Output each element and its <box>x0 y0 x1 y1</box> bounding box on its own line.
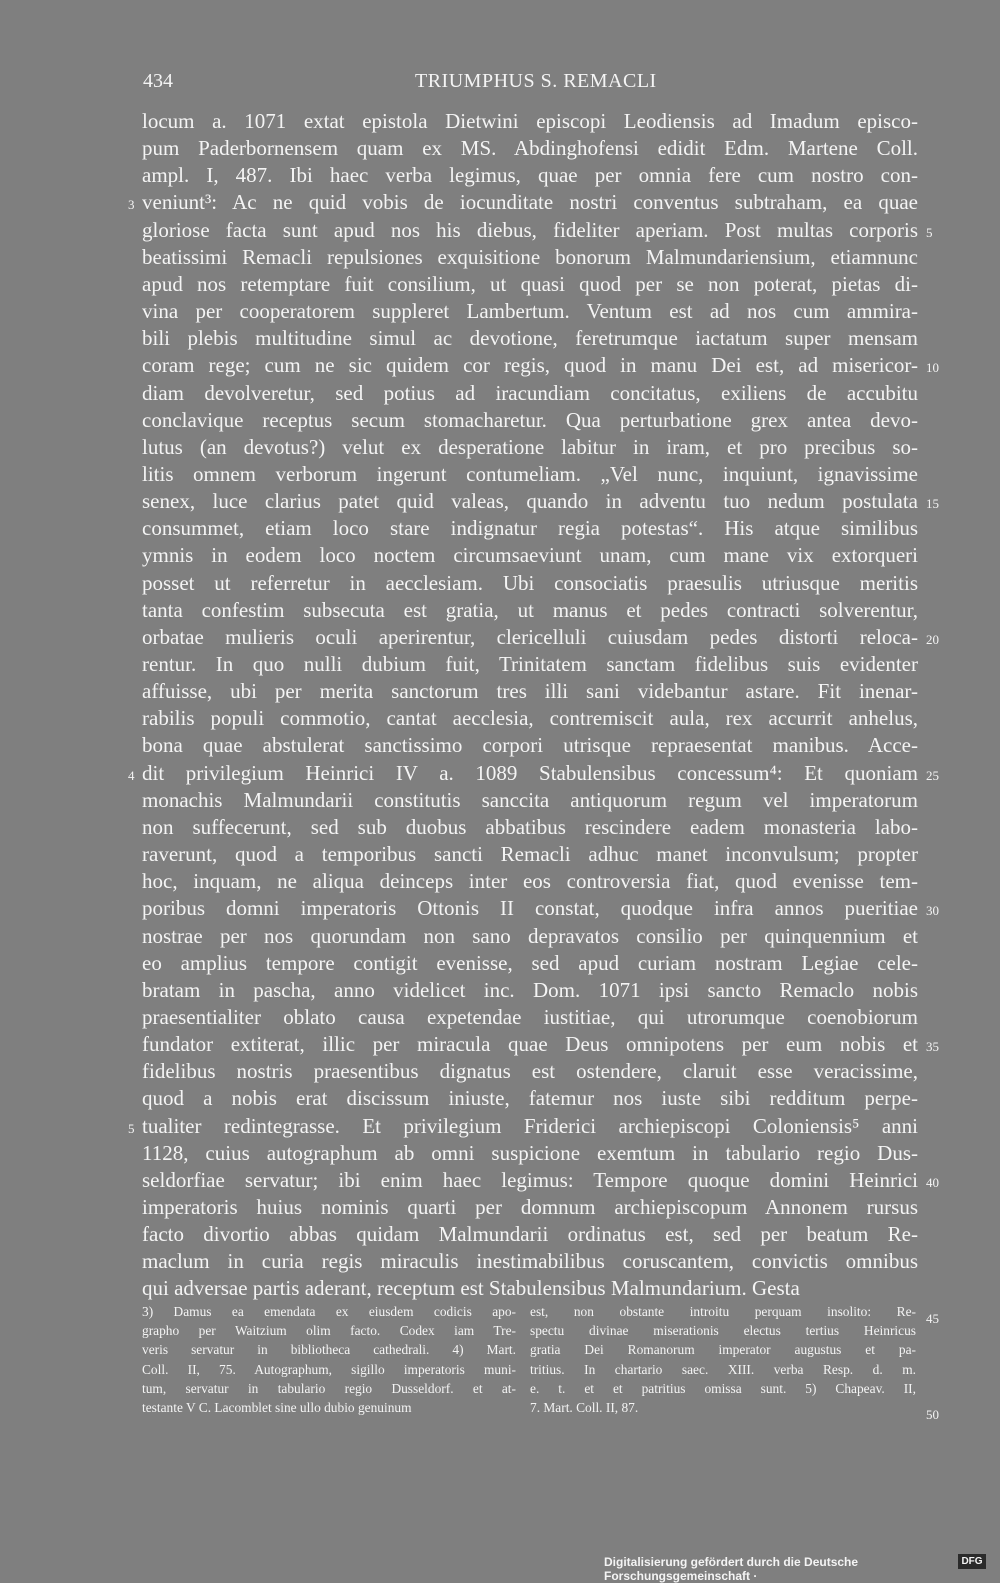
text-line: monachis Malmundarii constitutis sanccita antiquorum regum vel imperatorum <box>142 787 918 812</box>
text-line: tualiter redintegrasse. Et privilegium Friderici archiepiscopi Coloniensis⁵ anni <box>142 1113 918 1138</box>
text-line: gloriose facta sunt apud nos his diebus, fideliter aperiam. Post multas corporis <box>142 217 918 242</box>
text-line: fidelibus nostris praesentibus dignatus est ostendere, claruit esse veracissime, <box>142 1059 918 1084</box>
text-line: tanta confestim subsecuta est gratia, ut manus et pedes contracti solverentur, <box>142 597 918 622</box>
footnote-line: veris servatur in bibliotheca cathedrali. 4) Mart. <box>142 1342 516 1358</box>
text-line: pum Paderbornensem quam ex MS. Abdinghofensi edidit Edm. Martene Coll. <box>142 136 918 161</box>
text-line: bratam in pascha, anno videlicet inc. Dom. 1071 ipsi sancto Remaclo nobis <box>142 977 918 1002</box>
text-line: rabilis populi commotio, cantat aecclesia, contremiscit aula, rex accurrit anhelus, <box>142 706 918 731</box>
left-line-number: 4 <box>128 767 135 783</box>
footnote-line: Coll. II, 75. Autographum, sigillo imperatoris muni- <box>142 1361 516 1377</box>
text-line: seldorfiae servatur; ibi enim haec legimus: Tempore quoque domini Heinrici <box>142 1167 918 1192</box>
page-number: 434 <box>143 70 173 92</box>
text-line: litis omnem verborum ingerunt contumeliam. „Vel nunc, inquiunt, ignavissime <box>142 461 918 486</box>
right-line-number: 35 <box>926 1039 939 1055</box>
footnote-line: testante V C. Lacomblet sine ullo dubio genuinum <box>142 1400 412 1415</box>
left-line-number: 5 <box>128 1120 135 1136</box>
text-line: ymnis in eodem loco noctem circumsaeviunt unam, cum mane vix extorqueri <box>142 543 918 568</box>
text-line: eo amplius tempore contigit evenisse, sed apud curiam nostram Legiae cele- <box>142 950 918 975</box>
text-line: coram rege; cum ne sic quidem cor regis, quod in manu Dei est, ad misericor- <box>142 353 918 378</box>
footnote-line: gratia Dei Romanorum imperator augustus et pa- <box>530 1342 916 1358</box>
text-line: quod a nobis erat discissum iniuste, fatemur nos iuste sibi redditum perpe- <box>142 1086 918 1111</box>
text-line: fundator extiterat, illic per miracula quae Deus omnipotens per eum nobis et <box>142 1032 918 1057</box>
text-line: bona quae abstulerat sanctissimo corpori utrisque repraesentat manibus. Acce- <box>142 733 918 758</box>
running-title: TRIUMPHUS S. REMACLI <box>415 70 657 92</box>
footnote-line: tum, servatur in tabulario regio Dusseldorf. et at- <box>142 1380 516 1396</box>
footnote-line: spectu divinae miserationis electus tertius Heinricus <box>530 1323 916 1339</box>
right-line-number: 30 <box>926 903 939 919</box>
text-line: orbatae mulieris oculi aperirentur, clericelluli cuiusdam pedes distorti reloca- <box>142 624 918 649</box>
text-line: vina per cooperatorem suppleret Lambertum. Ventum est ad nos cum ammira- <box>142 299 918 324</box>
text-line: consummet, etiam loco stare indignatur regia potestas“. His atque similibus <box>142 516 918 541</box>
right-line-number: 25 <box>926 767 939 783</box>
text-line: diam devolveretur, sed potius ad iracundiam concitatus, exiliens de accubitu <box>142 380 918 405</box>
text-line: qui adversae partis aderant, receptum est Stabulensibus Malmundarium. Gesta <box>142 1276 800 1301</box>
text-line: affuisse, ubi per merita sanctorum tres illi sani videbantur astare. Fit inenar- <box>142 679 918 704</box>
text-line: facto divortio abbas quidam Malmundarii ordinatus est, sed per beatum Re- <box>142 1222 918 1247</box>
right-line-number: 5 <box>926 224 933 240</box>
text-line: senex, luce clarius patet quid valeas, quando in adventu tuo nedum postulata <box>142 489 918 514</box>
text-line: raverunt, quod a temporibus sancti Remacli adhuc manet inconvulsum; propter <box>142 842 918 867</box>
dfg-logo: DFG <box>958 1554 986 1569</box>
text-line: conclavique receptus secum stomacharetur. Qua perturbatione grex antea devo- <box>142 407 918 432</box>
text-line: maclum in curia regis miraculis inestimabilibus coruscantem, convictis omnibus <box>142 1249 918 1274</box>
text-line: hoc, inquam, ne aliqua deinceps inter eos controversia fiat, quod evenisse tem- <box>142 869 918 894</box>
text-line: bili plebis multitudine simul ac devotione, feretrumque iactatum super mensam <box>142 326 918 351</box>
text-line: poribus domni imperatoris Ottonis II constat, quodque infra annos pueritiae <box>142 896 918 921</box>
footnote-line: grapho per Waitzium olim facto. Codex iam Tre- <box>142 1323 516 1339</box>
right-line-number: 20 <box>926 631 939 647</box>
text-line: dit privilegium Heinrici IV a. 1089 Stabulensibus concessum⁴: Et quoniam <box>142 760 918 785</box>
right-line-number: 10 <box>926 360 939 376</box>
text-line: veniunt³: Ac ne quid vobis de iocunditate nostri conventus subtraham, ea quae <box>142 190 918 215</box>
right-line-number: 45 <box>926 1311 939 1326</box>
footer-credit: Digitalisierung gefördert durch die Deutsche Forschungsgemeinschaft · <box>604 1555 859 1583</box>
footnote-line: e. t. et et patritius omissa sunt. 5) Chapeav. II, <box>530 1380 916 1396</box>
text-line: posset ut referretur in aecclesiam. Ubi consociatis praesulis utriusque meritis <box>142 570 918 595</box>
text-line: locum a. 1071 extat epistola Dietwini episcopi Leodiensis ad Imadum episco- <box>142 109 918 133</box>
footnote-line: 7. Mart. Coll. II, 87. <box>530 1400 639 1415</box>
left-line-number: 3 <box>128 197 135 213</box>
text-line: imperatoris huius nominis quarti per domnum archiepiscopum Annonem rursus <box>142 1195 918 1219</box>
text-line: rentur. In quo nulli dubium fuit, Trinitatem sanctam fidelibus suis evidenter <box>142 652 918 676</box>
text-line: praesentialiter oblato causa expetendae iustitiae, qui utrorumque coenobiorum <box>142 1004 918 1029</box>
footnote-line: 3) Damus ea emendata ex eiusdem codicis apo- <box>142 1304 516 1319</box>
footnote-line: tritius. In chartario saec. XIII. verba Resp. d. m. <box>530 1361 916 1377</box>
text-line: apud nos retemptare fuit consilium, ut quasi quod per se non poterat, pietas di- <box>142 271 918 296</box>
right-line-number: 40 <box>926 1174 939 1190</box>
text-line: nostrae per nos quorundam non sano depravatos consilio per quinquennium et <box>142 923 918 948</box>
text-line: ampl. I, 487. Ibi haec verba legimus, quae per omnia fere cum nostro con- <box>142 163 918 188</box>
text-line: lutus (an devotus?) velut ex desperatione labitur in iram, et pro precibus so- <box>142 434 918 459</box>
text-line: 1128, cuius autographum ab omni suspicione exemtum in tabulario regio Dus- <box>142 1140 918 1165</box>
right-line-number: 15 <box>926 496 939 512</box>
footnote-line: est, non obstante introitu perquam insolito: Re- <box>530 1304 916 1319</box>
text-line: non suffecerunt, sed sub duobus abbatibus rescindere eadem monasteria labo- <box>142 814 918 839</box>
right-line-number: 50 <box>926 1407 939 1422</box>
text-line: beatissimi Remacli repulsiones exquisitione bonorum Malmundariensium, etiamnunc <box>142 244 918 269</box>
